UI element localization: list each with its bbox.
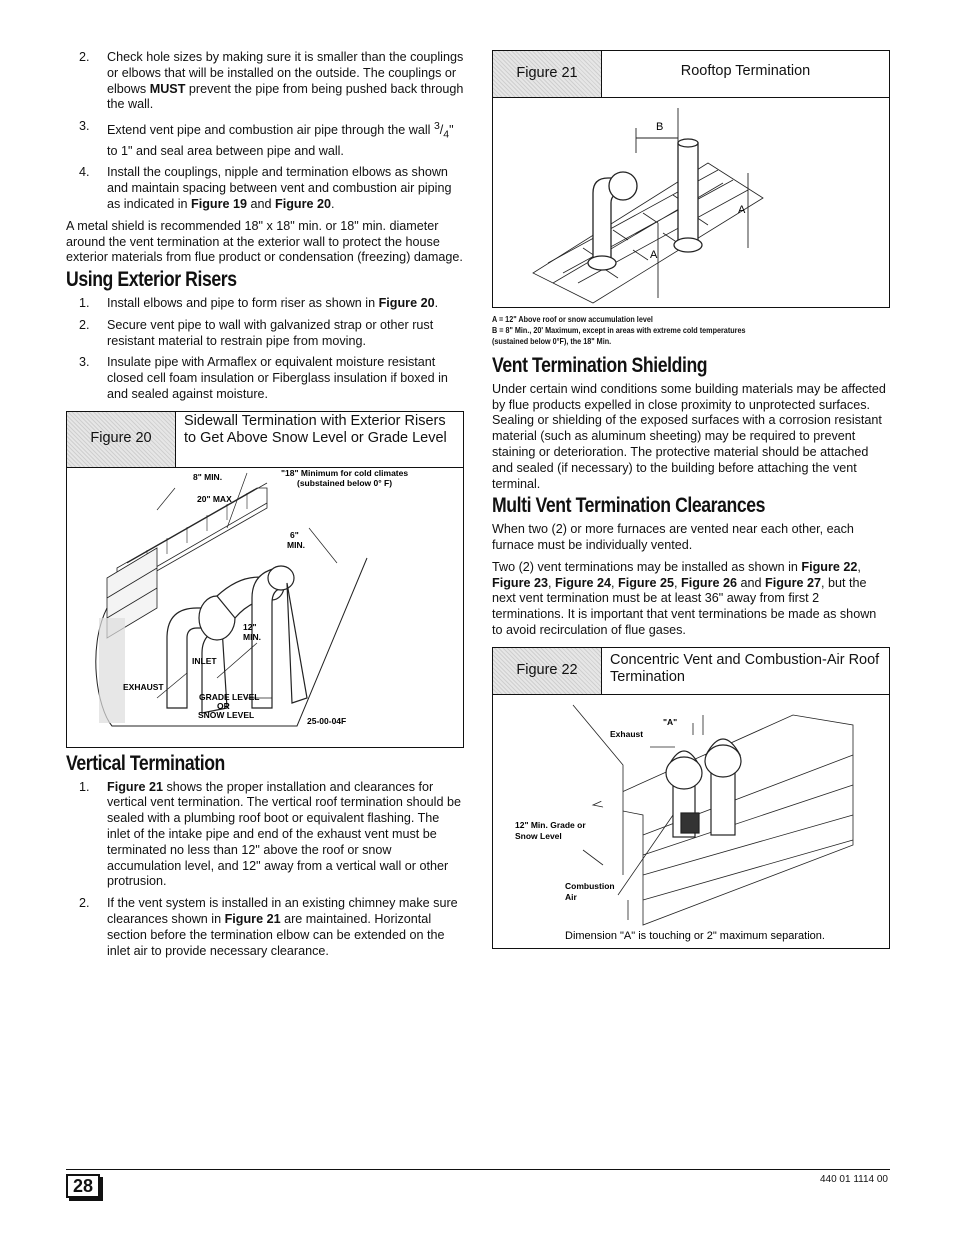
label-code: 25-00-04F (307, 715, 347, 726)
label-cold: "18" Minimum for cold climates (281, 467, 409, 478)
step-number: 2. (79, 896, 90, 911)
figure-21-tag: Figure 21 (493, 51, 602, 97)
label-exhaust: Exhaust (610, 728, 644, 739)
label-comb-2: Air (565, 891, 577, 902)
heading-vent-termination-shielding: Vent Termination Shielding (492, 354, 708, 377)
dimension-note: Dimension "A" is touching or 2" maximum separation. (565, 929, 825, 942)
roof-shingles (533, 163, 763, 303)
caption-line-b: B = 8" Min., 20' Maximum, except in areas with extreme cold temperatures (492, 325, 746, 335)
multi-vent-p1: When two (2) or more furnaces are vented near each other, each furnace must be individually vented. (492, 522, 854, 552)
step-number: 3. (79, 119, 90, 134)
step-text: Insulate pipe with Armaflex or equivalent moisture resistant closed cell foam insulation or Fiberglass insulation if boxed in and sealed against moisture. (107, 355, 448, 402)
label-comb-1: Combustion (565, 880, 615, 891)
steps-list-vertical (66, 780, 464, 960)
step-text: Check hole sizes by making sure it is smaller than the couplings or elbows that will be installed on the outside. The couplings or elbows MUST prevent the pipe from being pushed back through the wall. (107, 50, 464, 112)
vertical-step-item (66, 896, 464, 959)
page-number: 28 (66, 1174, 100, 1198)
step-item (66, 165, 464, 212)
label-or: OR (217, 700, 230, 711)
step-text: Figure 21 shows the proper installation and clearances for vertical vent termination. The vertical roof termination should be sealed with a plumbing roof boot or equivalent flashing. The inlet of the intake pipe and end of the exhaust vent must be terminated no less than 12" above the roof or snow accumulation level, and 12" away from a vertical wall or other protrusion. (107, 779, 461, 889)
riser-step-item (66, 296, 464, 312)
label-a-left: A (650, 249, 658, 261)
label-snow: SNOW LEVEL (198, 709, 255, 720)
label-12-min: MIN. (243, 631, 261, 642)
step-number: 1. (79, 779, 90, 794)
shielding-text: Under certain wind conditions some building materials may be affected by flue products expelled in close proximity to unprotected surfaces. Sealing or shielding of the exposed surfaces with a corrosion resistant material (such as aluminum sheeting) may be required to prevent staining or deterioration. The protective material should be attached and sealed (if necessary) to the building before attaching the vent terminal. (492, 381, 886, 491)
document-number: 440 01 1114 00 (819, 1174, 888, 1185)
step-number: 2. (79, 50, 90, 64)
figure-21-illustration (493, 98, 889, 308)
caption-line-a: A = 12" Above roof or snow accumulation level (492, 314, 653, 324)
label-exhaust: EXHAUST (123, 681, 164, 692)
step-text: Install the couplings, nipple and termination elbows as shown and maintain spacing between vent and combustion air piping as indicated in Figure 19 and Figure 20. (107, 165, 452, 212)
footer-rule (66, 1169, 890, 1170)
step-item (66, 50, 464, 113)
riser-step-item (66, 318, 464, 350)
figure-22 (492, 647, 890, 949)
steps-list-top (66, 50, 464, 213)
figure-22-tag: Figure 22 (493, 648, 602, 694)
step-text: Install elbows and pipe to form riser as shown in Figure 20. (107, 296, 439, 311)
heading-multi-vent: Multi Vent Termination Clearances (492, 494, 766, 518)
label-8-min: 8" MIN. (193, 471, 223, 482)
riser-step-item (66, 355, 464, 402)
steps-list-risers (66, 296, 464, 403)
figure-22-illustration (493, 695, 889, 942)
step-item (66, 119, 464, 159)
label-grade: GRADE LEVEL (199, 691, 260, 702)
label-6: 6" (290, 529, 299, 540)
step-number: 1. (79, 296, 90, 311)
figure-20 (66, 411, 464, 748)
left-column (66, 50, 464, 965)
right-column (492, 50, 890, 949)
figure-20-title: Sidewall Termination with Exterior Risers to Get Above Snow Level or Grade Level (184, 412, 447, 446)
heading-vertical-termination: Vertical Termination (66, 751, 225, 775)
label-20-max: 20" MAX (197, 493, 232, 504)
figure-21-title: Rooftop Termination (680, 63, 811, 79)
label-inlet: INLET (192, 655, 217, 666)
ground-hatch (99, 618, 125, 723)
label-grade-2: Snow Level (515, 830, 562, 841)
step-text: Extend vent pipe and combustion air pipe through the wall $^3/_4$" to 1" and seal area between pipe and wall. (107, 120, 454, 158)
label-b: B (656, 121, 664, 133)
step-number: 3. (79, 355, 90, 370)
step-text: If the vent system is installed in an existing chimney make sure clearances shown in Figure 21 are maintained. Horizontal section before the termination elbow can be extended on the inlet air to provide necessary clearance. (107, 896, 458, 958)
step-text: Secure vent pipe to wall with galvanized strap or other rust resistant material to restrain pipe from moving. (107, 317, 434, 348)
label-cold-2: (substained below 0° F) (297, 477, 393, 488)
figure-20-illustration (67, 468, 463, 746)
pipe-assembly (167, 566, 307, 713)
figure-22-title: Concentric Vent and Combustion-Air Roof Termination (610, 651, 880, 685)
label-a: "A" (663, 716, 678, 727)
figure-20-tag: Figure 20 (67, 412, 176, 467)
vertical-step-item (66, 780, 464, 891)
step-number: 2. (79, 317, 90, 332)
caption-line-c: (sustained below 0°F), the 18" Min. (492, 336, 612, 346)
label-grade-1: 12" Min. Grade or (515, 819, 586, 830)
figure-21-caption (492, 314, 890, 346)
multi-vent-p2: Two (2) vent terminations may be installed as shown in Figure 22, Figure 23, Figure 24, Figure 25, Figure 26 and Figure 27, but the next vent termination must be at least 36" away from first 2 terminations. It is important that vent terminations be made as shown to avoid recirculation of flue gases. (492, 559, 877, 637)
heading-using-exterior-risers: Using Exterior Risers (66, 268, 237, 292)
label-12: 12" (243, 621, 257, 632)
shield-note: A metal shield is recommended 18" x 18" min. or 18" min. diameter around the vent termination at the exterior wall to protect the house exterior materials from flue product or condensation (freezing) damage. (66, 218, 463, 265)
figure-21 (492, 50, 890, 308)
label-a-right: A (738, 204, 746, 216)
label-6-min: MIN. (287, 539, 305, 550)
step-number: 4. (79, 165, 90, 180)
